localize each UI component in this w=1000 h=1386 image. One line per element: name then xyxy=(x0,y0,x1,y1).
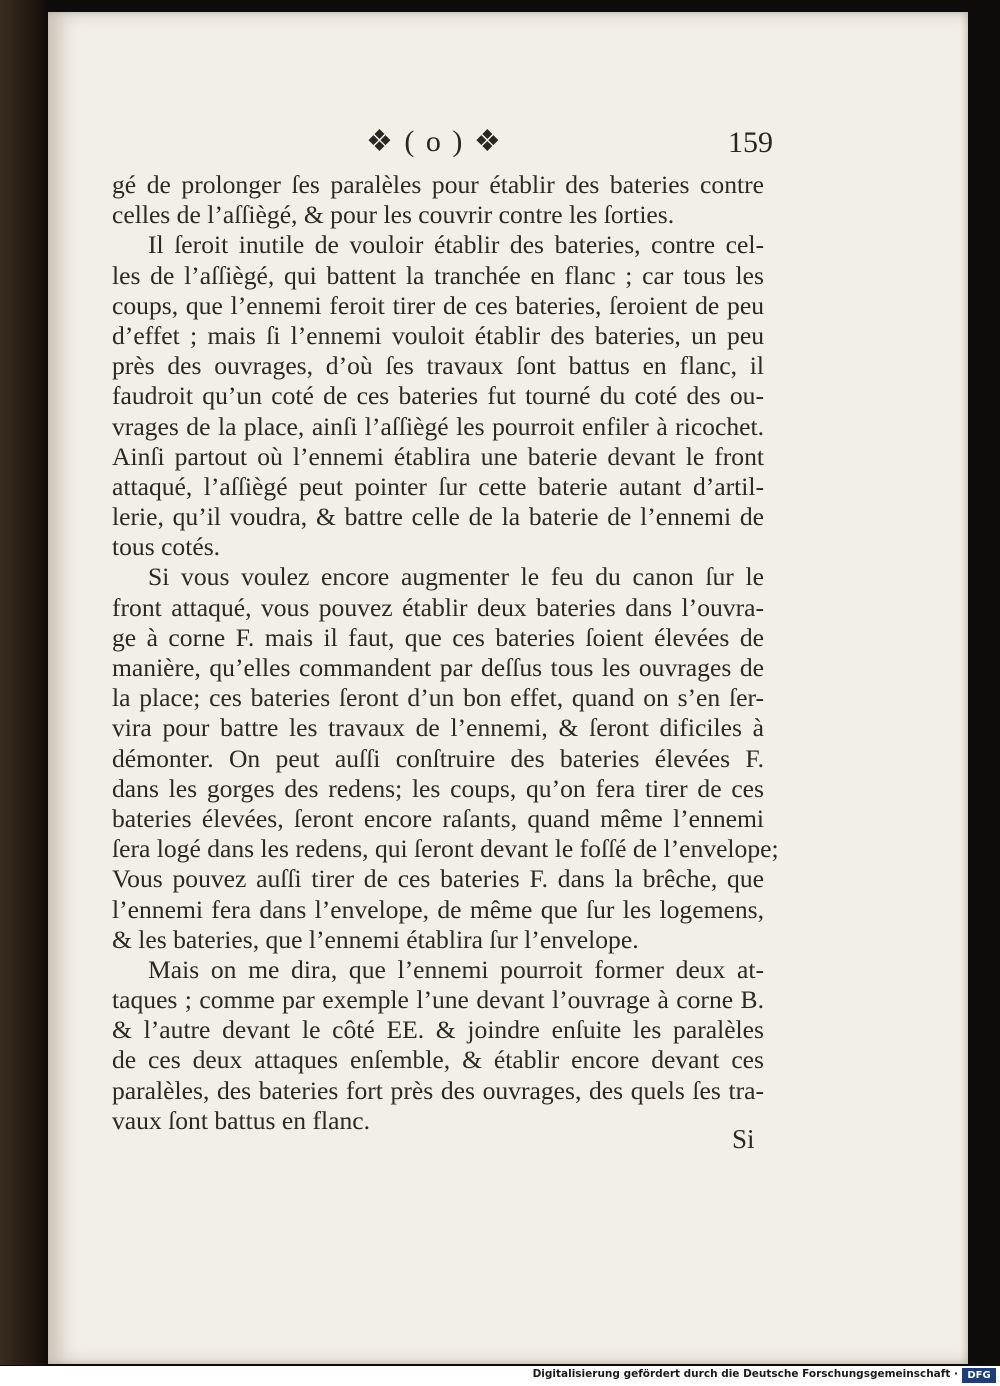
text-line: lerie, qu’il voudra, & battre celle de la baterie de l’ennemi de xyxy=(112,502,764,532)
text-line: ſera logé dans les redens, qui ſeront devant le foſſé de l’envelope; xyxy=(112,834,779,864)
text-line: d’effet ; mais ſi l’ennemi vouloit établir des bateries, un peu xyxy=(112,320,764,350)
text-line: l’ennemi fera dans l’envelope, de même que ſur les logemens, xyxy=(112,894,764,924)
text-line: les de l’aſſiègé, qui battent la tranchée en flanc ; car tous les xyxy=(112,260,764,290)
text-line: vaux ſont battus en flanc. xyxy=(112,1105,370,1135)
text-line: la place; ces bateries ſeront d’un bon effet, quand on s’en ſer- xyxy=(112,683,764,713)
text-line: & les bateries, que l’ennemi établira ſur l’envelope. xyxy=(112,924,639,954)
book-page xyxy=(48,12,968,1364)
text-line: démonter. On peut auſſi conſtruire des bateries élevées F. xyxy=(112,743,764,773)
page-number: 159 xyxy=(728,126,773,159)
text-line: tous cotés. xyxy=(112,532,221,562)
text-line: de ces deux attaques enſemble, & établir encore devant ces xyxy=(112,1045,764,1075)
text-line: vira pour battre les travaux de l’ennemi, & ſeront dificiles à xyxy=(112,713,764,743)
text-line: Vous pouvez auſſi tirer de ces bateries F. dans la brêche, que xyxy=(112,864,764,894)
text-line: & l’autre devant le côté EE. & joindre enſuite les paralèles xyxy=(112,1015,764,1045)
text-line: Mais on me dira, que l’ennemi pourroit former deux at- xyxy=(148,954,764,984)
text-line: front attaqué, vous pouvez établir deux bateries dans l’ouvra- xyxy=(112,592,764,622)
header-ornament: ❖ ( o ) ❖ xyxy=(366,125,503,158)
text-line: attaqué, l’aſſiègé peut pointer ſur cette baterie autant d’artil- xyxy=(112,471,764,501)
body-text xyxy=(112,170,779,1136)
text-line: Ainſi partout où l’ennemi établira une baterie devant le front xyxy=(112,441,764,471)
page-header xyxy=(48,124,968,164)
book-spine xyxy=(0,0,48,1365)
text-line: manière, qu’elles commandent par deſſus tous les ouvrages de xyxy=(112,653,764,682)
text-line: dans les gorges des redens; les coups, qu’on fera tirer de ces xyxy=(112,773,764,803)
text-line: bateries élevées, ſeront encore raſants, quand même l’ennemi xyxy=(112,803,764,833)
text-line: Si vous voulez encore augmenter le feu du canon ſur le xyxy=(148,562,764,592)
text-line: taques ; comme par exemple l’une devant l’ouvrage à corne B. xyxy=(112,985,764,1015)
text-line: vrages de la place, ainſi l’aſſiègé les pourroit enfiler à ricochet. xyxy=(112,411,764,441)
text-line: faudroit qu’un coté de ces bateries fut tourné du coté des ou- xyxy=(112,381,764,411)
funding-credit: Digitalisierung gefördert durch die Deutsche Forschungsgemeinschaft · xyxy=(532,1368,958,1380)
footer-bar xyxy=(0,1366,1000,1386)
text-line: près des ouvrages, d’où ſes travaux ſont battus en flanc, il xyxy=(112,351,764,381)
catchword: Si xyxy=(732,1124,755,1154)
text-line: gé de prolonger ſes paralèles pour établir des bateries contre xyxy=(112,170,764,199)
text-line: Il ſeroit inutile de vouloir établir des bateries, contre cel- xyxy=(148,230,764,260)
text-line: paralèles, des bateries fort près des ouvrages, des quels ſes tra- xyxy=(112,1075,764,1105)
text-line: coups, que l’ennemi feroit tirer de ces bateries, ſeroient de peu xyxy=(112,290,764,320)
text-line: ge à corne F. mais il faut, que ces bateries ſoient élevées de xyxy=(112,622,764,652)
text-line: celles de l’aſſiègé, & pour les couvrir contre les ſorties. xyxy=(112,200,675,230)
dfg-logo: DFG xyxy=(962,1368,996,1383)
